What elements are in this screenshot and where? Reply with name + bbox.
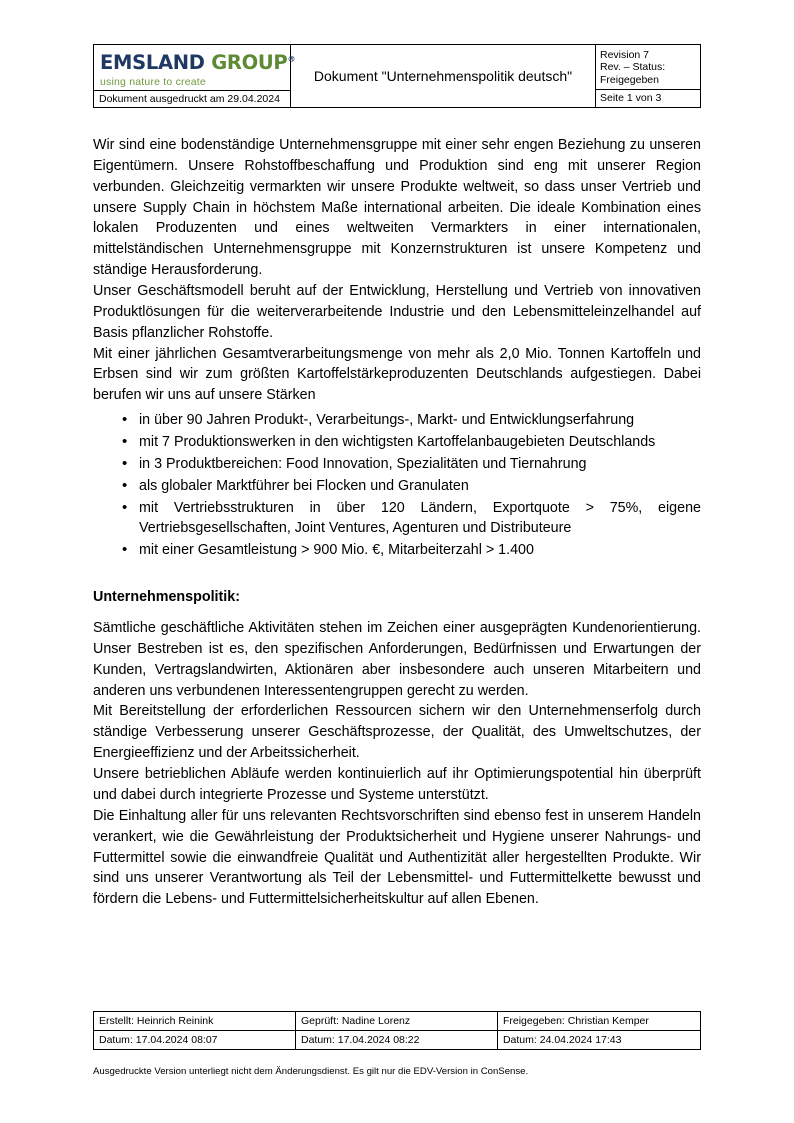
emsland-group-logo [94, 45, 296, 90]
strengths-list [93, 410, 701, 561]
logo-word-group: GROUP [211, 51, 288, 74]
footer-disclaimer-note: Ausgedruckte Version unterliegt nicht dem Änderungsdienst. Es gilt nur die EDV-Version in ConSense. [93, 1066, 529, 1077]
page-number: Seite 1 von 3 [596, 89, 700, 104]
footer-created-date: Datum: 17.04.2024 08:07 [94, 1031, 296, 1049]
header-logo-cell [94, 45, 296, 107]
revision-status: Rev. – Status: Freigegeben [600, 61, 666, 86]
footer-created-by: Erstellt: Heinrich Reinink [94, 1012, 296, 1030]
logo-tagline: using nature to create [100, 75, 206, 88]
footer-checked-by: Geprüft: Nadine Lorenz [296, 1012, 498, 1030]
logo-wordmark [100, 51, 296, 74]
paragraph-intro-1: Wir sind eine bodenständige Unternehmensgruppe mit einer sehr engen Beziehung zu unseren Eigentümern. Unsere Rohstoffbeschaffung und Produktion sind eng mit unserer Region verbunden. Gleichzeitig vermarkten wir unsere Produkte weltweit, so dass unser Vertrieb und unsere Supply Chain in höchstem Maße international arbeiten. Die ideale Kombination eines lokalen Produzenten und eines weltweiten Vermarkters in einer internationalen, mittelständischen Unternehmensgruppe mit Konzernstrukturen ist unsere Kompetenz und ständige Herausforderung. [93, 137, 701, 279]
list-item: • mit einer Gesamtleistung > 900 Mio. €, Mitarbeiterzahl > 1.400 [139, 540, 701, 561]
document-body [93, 135, 701, 910]
revision-number: Revision 7 [600, 49, 650, 61]
document-footer-table [93, 1011, 701, 1050]
list-item: • mit Vertriebsstrukturen in über 120 Ländern, Exportquote > 75%, eigene Vertriebsgesellschaften, Joint Ventures, Agenturen und Distributeure [139, 498, 701, 540]
logo-word-emsland: EMSLAND [100, 51, 205, 74]
document-header-table [93, 44, 701, 108]
paragraph-policy-1: Sämtliche geschäftliche Aktivitäten stehen im Zeichen einer ausgeprägten Kundenorientierung. Unser Bestreben ist es, den spezifischen Anforderungen, Bedürfnissen und Erwartungen der Kunden, Vertragslandwirten, Aktionären aber insbesondere auch unseren Mitarbeitern und anderen uns verbundenen Interessentengruppen gerecht zu werden. [93, 620, 701, 699]
footer-released-date: Datum: 24.04.2024 17:43 [502, 1034, 622, 1046]
registered-trademark-icon: ® [287, 54, 296, 64]
list-item: • mit 7 Produktionswerken in den wichtigsten Kartoffelanbaugebieten Deutschlands [139, 432, 701, 453]
header-title-cell [291, 45, 596, 107]
footer-released-by: Freigegeben: Christian Kemper [502, 1015, 649, 1027]
section-heading-unternehmenspolitik: Unternehmenspolitik: [93, 589, 240, 606]
list-item: • als globaler Marktführer bei Flocken und Granulaten [139, 476, 701, 497]
paragraph-policy-4: Die Einhaltung aller für uns relevanten Rechtsvorschriften sind ebenso fest in unserem Handeln verankert, wie die Gewährleistung der Produktsicherheit und Hygiene unserer Nahrungs- und Futtermittel sowie die einwandfreie Qualität und Authentizität aller hergestellten Produkte. Wir sind uns unserer Verantwortung als Teil der Lebensmittel- und Futtermittelkette bewusst und fördern die Lebens- und Futtermittelsicherheitskultur auf allen Ebenen. [93, 807, 701, 908]
footer-checked-date: Datum: 17.04.2024 08:22 [296, 1031, 498, 1049]
paragraph-intro-2: Unser Geschäftsmodell beruht auf der Entwicklung, Herstellung und Vertrieb von innovativen Produktlösungen für die weiterverarbeitende Industrie und den Lebensmitteleinzelhandel auf Basis pflanzlicher Rohstoffe. [93, 283, 701, 341]
footer-row-dates [94, 1031, 700, 1049]
paragraph-policy-2: Mit Bereitstellung der erforderlichen Ressourcen sichern wir den Unternehmenserfolg durch ständige Verbesserung unserer Geschäftsprozesse, der Qualität, des Umweltschutzes, der Energieeffizienz und der Arbeitssicherheit. [93, 703, 701, 762]
paragraph-intro-3: Mit einer jährlichen Gesamtverarbeitungsmenge von mehr als 2,0 Mio. Tonnen Kartoffeln und Erbsen sind wir zum größten Kartoffelstärkeproduzenten Deutschlands aufgestiegen. Dabei berufen wir uns auf unsere Stärken [93, 345, 701, 404]
header-revision-cell [596, 45, 700, 107]
list-item: • in über 90 Jahren Produkt-, Verarbeitungs-, Markt- und Entwicklungserfahrung [139, 410, 701, 431]
document-title: Dokument "Unternehmenspolitik deutsch" [313, 67, 573, 84]
header-printed-info: Dokument ausgedruckt am 29.04.2024 [94, 90, 290, 107]
footer-row-names [94, 1012, 700, 1031]
header-revision-lines [600, 49, 696, 86]
list-item: • in 3 Produktbereichen: Food Innovation, Spezialitäten und Tiernahrung [139, 454, 701, 475]
paragraph-policy-3: Unsere betrieblichen Abläufe werden kontinuierlich auf ihr Optimierungspotential hin überprüft und dabei durch integrierte Prozesse und Systeme unterstützt. [93, 766, 701, 803]
